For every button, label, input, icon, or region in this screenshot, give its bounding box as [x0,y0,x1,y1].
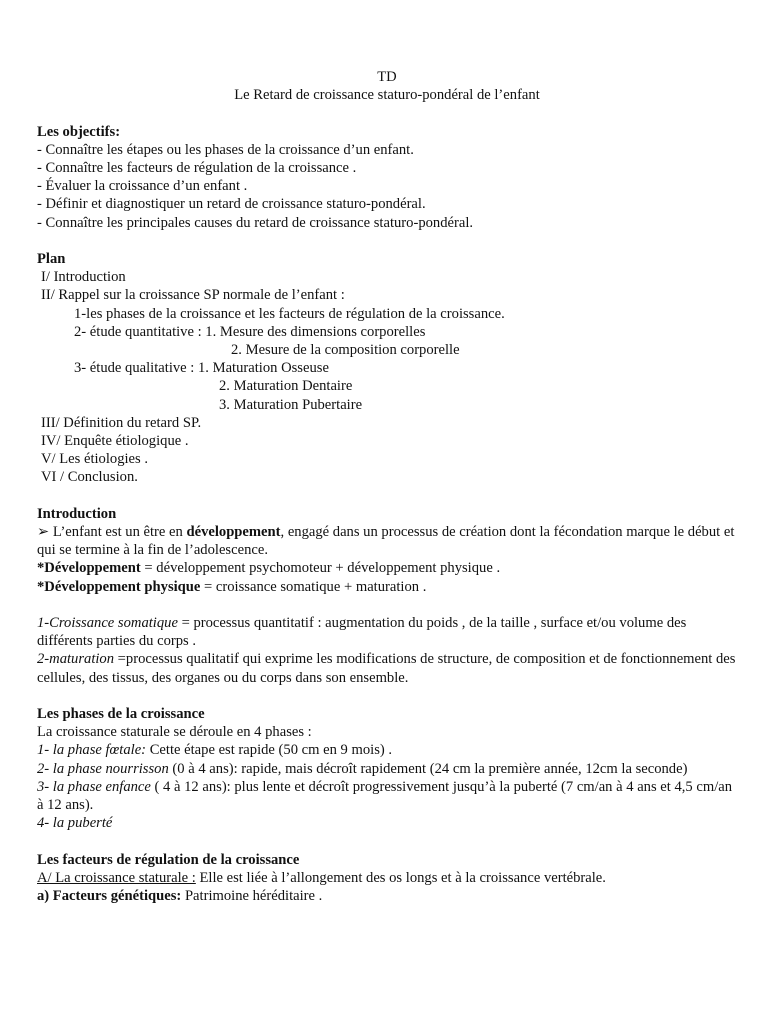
croissance-paragraph: 1-Croissance somatique = processus quantitatif : augmentation du poids , de la taille , surface et/ou volume des différents parties du corps . [37,615,687,650]
facteurs-heading: Les facteurs de régulation de la croissance [37,851,300,868]
objectif-item: - Connaître les principales causes du retard de croissance staturo-pondéral. [37,214,474,231]
phases-intro: La croissance staturale se déroule en 4 phases : [37,724,312,741]
objectif-item: - Connaître les facteurs de régulation de la croissance . [37,160,357,176]
plan-subitem: 2. Mesure de la composition corporelle [231,342,460,359]
phases-heading: Les phases de la croissance [37,706,205,723]
doc-title: Le Retard de croissance staturo-pondéral de l’enfant [234,87,540,104]
croissance-staturale-line: A/ La croissance staturale : Elle est liée à l’allongement des os longs et à la croissance vertébrale. [37,869,606,886]
plan-subitem: 3. Maturation Pubertaire [219,396,363,413]
introduction-paragraph: ➢ L’enfant est un être en développement, engagé dans un processus de création dont la fécondation marque le début et qui se termine à la fin de l’adolescence. [37,524,735,559]
definition-line: *Développement = développement psychomoteur + développement physique . [37,560,501,577]
phase-item: 2- la phase nourrisson (0 à 4 ans): rapide, mais décroît rapidement (24 cm la première année, 12cm la seconde) [37,760,688,777]
plan-subitem: 1-les phases de la croissance et les facteurs de régulation de la croissance. [74,305,505,322]
doc-title-td: TD [377,69,397,85]
phase-item: 4- la puberté [37,815,113,832]
document-page [37,68,737,905]
plan-item: VI / Conclusion. [41,469,138,486]
plan-subitem: 2. Maturation Dentaire [219,378,353,395]
maturation-paragraph: 2-maturation =processus qualitatif qui exprime les modifications de structure, de composition et de fonctionnement des cellules, des tissus, des organes ou du corps dans son ensemble. [37,651,736,686]
plan-item: IV/ Enquête étiologique . [41,433,189,450]
plan-item: III/ Définition du retard SP. [41,414,202,431]
plan-item: V/ Les étiologies . [41,451,149,468]
phase-item: 1- la phase fœtale: Cette étape est rapide (50 cm en 9 mois) . [37,742,393,759]
objectif-item: - Connaître les étapes ou les phases de la croissance d’un enfant. [37,141,414,158]
objectif-item: - Évaluer la croissance d’un enfant . [37,178,248,195]
plan-subitem: 3- étude qualitative : 1. Maturation Osseuse [74,360,329,377]
introduction-heading: Introduction [37,505,117,522]
plan-heading: Plan [37,251,66,267]
facteurs-genetiques-line: a) Facteurs génétiques: Patrimoine héréditaire . [37,888,323,905]
plan-item: II/ Rappel sur la croissance SP normale de l’enfant : [41,287,345,304]
plan-item: I/ Introduction [41,269,126,286]
objectifs-heading: Les objectifs: [37,123,121,140]
definition-line: *Développement physique = croissance somatique + maturation . [37,578,427,595]
objectif-item: - Définir et diagnostiquer un retard de croissance staturo-pondéral. [37,196,426,213]
plan-subitem: 2- étude quantitative : 1. Mesure des dimensions corporelles [74,323,426,340]
phase-item: 3- la phase enfance ( 4 à 12 ans): plus lente et décroît progressivement jusqu’à la puberté (7 cm/an à 4 ans et 4,5 cm/an à 12 ans). [37,778,733,814]
